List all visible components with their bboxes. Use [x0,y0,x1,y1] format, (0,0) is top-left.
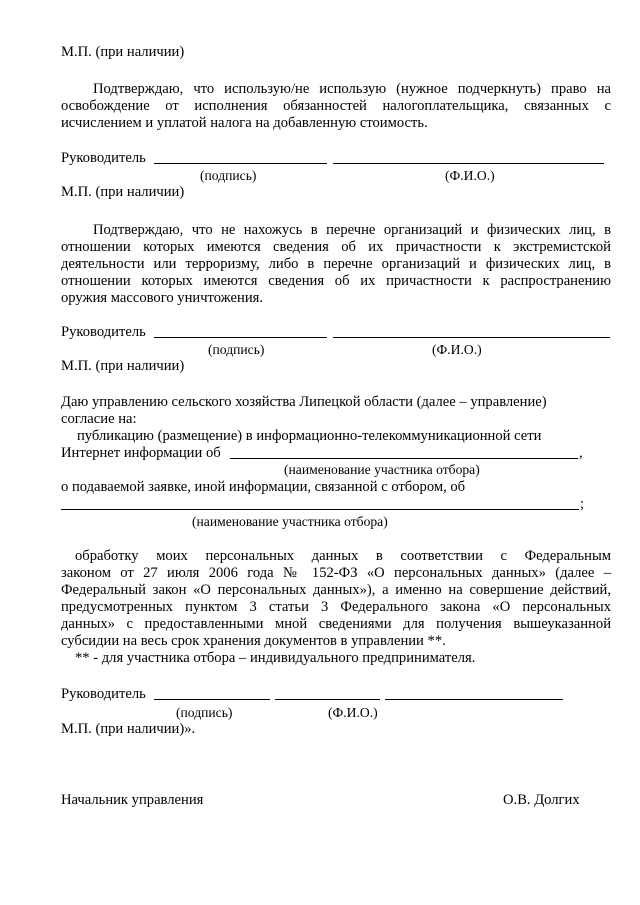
head-position: Начальник управления [61,792,204,808]
processing-line-5: данных» с предоставленными мной сведениями для получения вышеуказанной [61,616,611,632]
extra-line-3 [385,699,563,700]
sign-caption-1: (подпись) [200,168,257,183]
consent-line-5: о подаваемой заявке, иной информации, связанной с отбором, об [61,479,466,495]
stamp-label-2: М.П. (при наличии) [61,184,185,200]
extremism-line-2: отношении которых имеются сведения об их причастности к экстремистской [61,239,611,255]
fio-line-1 [333,163,604,164]
fio-caption-1: (Ф.И.О.) [445,168,495,183]
signature-label-3: Руководитель [61,686,146,702]
stamp-label-3: М.П. (при наличии) [61,358,185,374]
participant-caption-2: (наименование участника отбора) [192,514,388,529]
signature-label-2: Руководитель [61,324,146,340]
head-name: О.В. Долгих [503,792,580,808]
extremism-line-4: отношении которых имеются сведения об их причастности к распространению [61,273,611,289]
extremism-line-5: оружия массового уничтожения. [61,290,264,306]
extremism-line-3: деятельности или терроризму, либо в перечне организаций и физических лиц, в [61,256,611,272]
vat-confirm-line-1: Подтверждаю, что использую/не использую (нужное подчеркнуть) право на [93,81,611,97]
processing-line-3: Федеральный закон «О персональных данных»), а именно на совершение действий, [61,582,611,598]
participant-caption-1: (наименование участника отбора) [284,462,480,477]
vat-confirm-line-2: освобождение от исполнения обязанностей налогоплательщика, связанных с [61,98,611,114]
consent-line-1: Даю управлению сельского хозяйства Липецкой области (далее – управление) [61,394,547,410]
consent-line-4: Интернет информации об [61,445,221,461]
processing-line-1: обработку моих персональных данных в соответствии с Федеральным [75,548,611,564]
signature-label-1: Руководитель [61,150,146,166]
footnote: ** - для участника отбора – индивидуального предпринимателя. [75,650,476,666]
participant-line-2 [61,509,579,510]
stamp-label-final: М.П. (при наличии)». [61,721,196,737]
vat-confirm-line-3: исчислением и уплатой налога на добавленную стоимость. [61,115,428,131]
consent-line-2: согласие на: [61,411,137,427]
fio-caption-3: (Ф.И.О.) [328,705,378,720]
signature-line-1 [154,163,327,164]
fio-line-3 [275,699,380,700]
participant-line-1 [230,458,578,459]
signature-line-2 [154,337,327,338]
sign-caption-3: (подпись) [176,705,233,720]
consent-line-4-comma: , [579,445,583,461]
consent-line-3: публикацию (размещение) в информационно-телекоммуникационной сети [77,428,542,444]
extremism-line-1: Подтверждаю, что не нахожусь в перечне организаций и физических лиц, в [93,222,611,238]
fio-line-2 [333,337,610,338]
stamp-label-1: М.П. (при наличии) [61,44,185,60]
processing-line-6: субсидии на весь срок хранения документов в управлении **. [61,633,446,649]
sign-caption-2: (подпись) [208,342,265,357]
processing-line-4: предусмотренных пунктом 3 статьи 3 Федерального закона «О персональных [61,599,611,615]
signature-line-3 [154,699,270,700]
consent-line-6-semicolon: ; [580,496,585,512]
processing-line-2: законом от 27 июля 2006 года № 152-ФЗ «О персональных данных» (далее – [61,565,611,581]
fio-caption-2: (Ф.И.О.) [432,342,482,357]
